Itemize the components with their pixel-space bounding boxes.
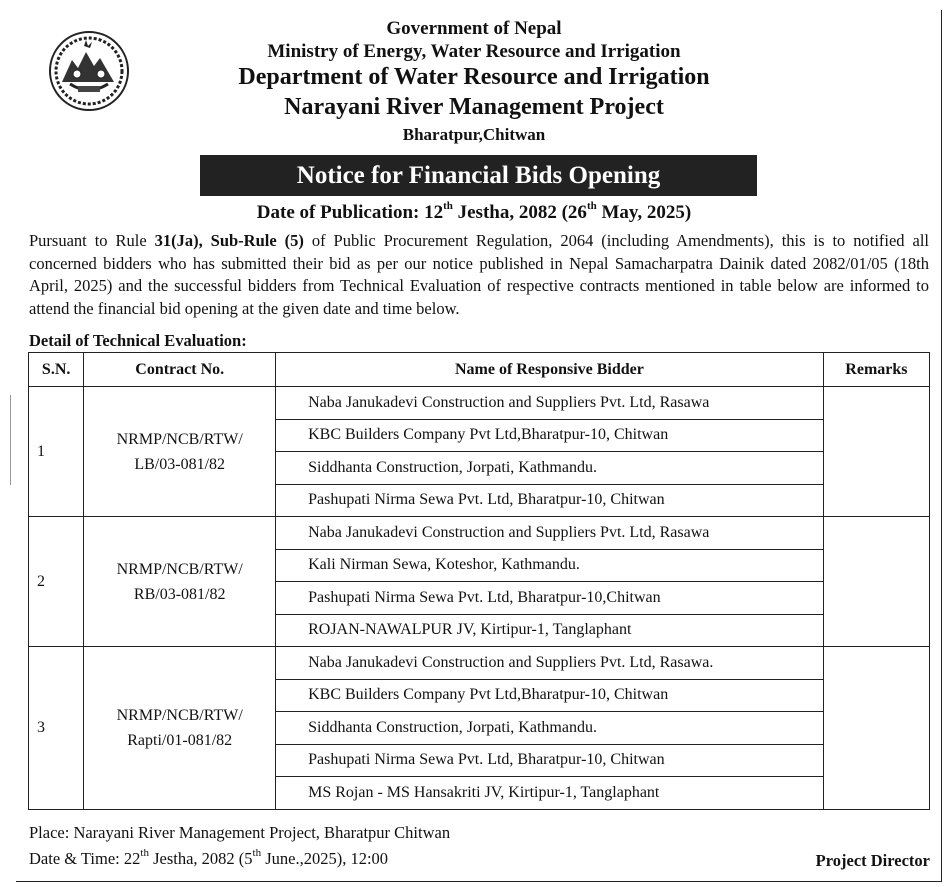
cell-bidder: Siddhanta Construction, Jorpati, Kathmandu. [276, 452, 824, 485]
header-department: Department of Water Resource and Irrigation [238, 64, 710, 90]
cell-bidder: KBC Builders Company Pvt Ltd,Bharatpur-10, Chitwan [276, 419, 824, 452]
cell-bidder: MS Rojan - MS Hansakriti JV, Kirtipur-1, Tanglaphant [276, 777, 824, 810]
cell-remarks [823, 387, 929, 517]
cell-bidder: Naba Janukadevi Construction and Suppliers Pvt. Ltd, Rasawa [276, 517, 824, 550]
para-rule-ref: 31(Ja), Sub-Rule (5) [154, 231, 304, 250]
cell-bidder: Naba Janukadevi Construction and Suppliers Pvt. Ltd, Rasawa [276, 387, 824, 420]
header-government: Government of Nepal [386, 18, 562, 39]
header-ministry: Ministry of Energy, Water Resource and Irrigation [267, 41, 681, 62]
header-sn: S.N. [29, 353, 84, 387]
contract-line2: RB/03-081/82 [133, 585, 226, 603]
cell-sn: 1 [29, 387, 84, 517]
cell-bidder: Pashupati Nirma Sewa Pvt. Ltd, Bharatpur-10,Chitwan [276, 582, 824, 615]
publication-date [0, 199, 948, 224]
table-header-row [29, 353, 930, 387]
cell-contract [84, 517, 276, 647]
footer-datetime [29, 846, 389, 869]
cell-remarks [823, 517, 929, 647]
cell-bidder: Pashupati Nirma Sewa Pvt. Ltd, Bharatpur-10, Chitwan [276, 484, 824, 517]
cell-bidder: Naba Janukadevi Construction and Suppliers Pvt. Ltd, Rasawa. [276, 647, 824, 680]
notice-title-banner: Notice for Financial Bids Opening [200, 155, 757, 196]
header-remarks: Remarks [823, 353, 929, 387]
contract-line1: NRMP/NCB/RTW/ [116, 560, 243, 578]
dt-suffix: June.,2025), 12:00 [261, 849, 389, 868]
cell-sn: 3 [29, 647, 84, 810]
cell-bidder: KBC Builders Company Pvt Ltd,Bharatpur-10, Chitwan [276, 679, 824, 712]
pubdate-sup2: th [586, 199, 597, 212]
cell-contract [84, 387, 276, 517]
margin-line [10, 395, 11, 485]
dt-mid: Jestha, 2082 (5 [148, 849, 253, 868]
cell-bidder: Pashupati Nirma Sewa Pvt. Ltd, Bharatpur-10, Chitwan [276, 744, 824, 777]
evaluation-table [28, 352, 930, 810]
cell-sn: 2 [29, 517, 84, 647]
contract-line1: NRMP/NCB/RTW/ [116, 430, 243, 448]
pubdate-prefix: Date of Publication: 12 [256, 202, 444, 223]
footer-place: Place: Narayani River Management Project, Bharatpur Chitwan [29, 823, 451, 842]
header-bidder: Name of Responsive Bidder [276, 353, 824, 387]
contract-line1: NRMP/NCB/RTW/ [116, 706, 243, 724]
table-row [29, 387, 930, 420]
cell-remarks [823, 647, 929, 810]
cell-contract [84, 647, 276, 810]
pubdate-sup1: th [443, 199, 453, 212]
header-location: Bharatpur,Chitwan [402, 125, 546, 144]
signatory: Project Director [815, 851, 930, 870]
table-body [29, 387, 930, 810]
notice-paragraph [29, 230, 929, 320]
cell-bidder: Siddhanta Construction, Jorpati, Kathmandu. [276, 712, 824, 745]
dt-prefix: Date & Time: 22 [29, 849, 141, 868]
dt-sup1: th [140, 846, 149, 859]
contract-line2: LB/03-081/82 [134, 455, 226, 473]
pubdate-mid: Jestha, 2082 (26 [452, 202, 587, 223]
contract-line2: Rapti/01-081/82 [127, 731, 233, 749]
para-part1: Pursuant to Rule [29, 231, 155, 250]
dt-sup2: th [252, 846, 262, 859]
cell-bidder: ROJAN-NAWALPUR JV, Kirtipur-1, Tanglaphant [276, 614, 824, 647]
cell-bidder: Kali Nirman Sewa, Koteshor, Kathmandu. [276, 549, 824, 582]
detail-heading: Detail of Technical Evaluation: [29, 331, 247, 350]
header-contract: Contract No. [84, 353, 276, 387]
pubdate-suffix: May, 2025) [596, 202, 692, 223]
para-part2: of Public Procurement Regulation, 2064 (including Amendments), this is to notified all concerned bidders who has submitted their bid as per our notice published in Nepal Samacharpatra Dainik dated 2082/01/05 (18th April, 2025) and the successful bidders from Technical Evaluation of respective contracts mentioned in table below are informed to attend the financial bid opening at the given date and time below. [29, 231, 929, 318]
table-row [29, 647, 930, 680]
table-row [29, 517, 930, 550]
header-project: Narayani River Management Project [284, 94, 664, 120]
